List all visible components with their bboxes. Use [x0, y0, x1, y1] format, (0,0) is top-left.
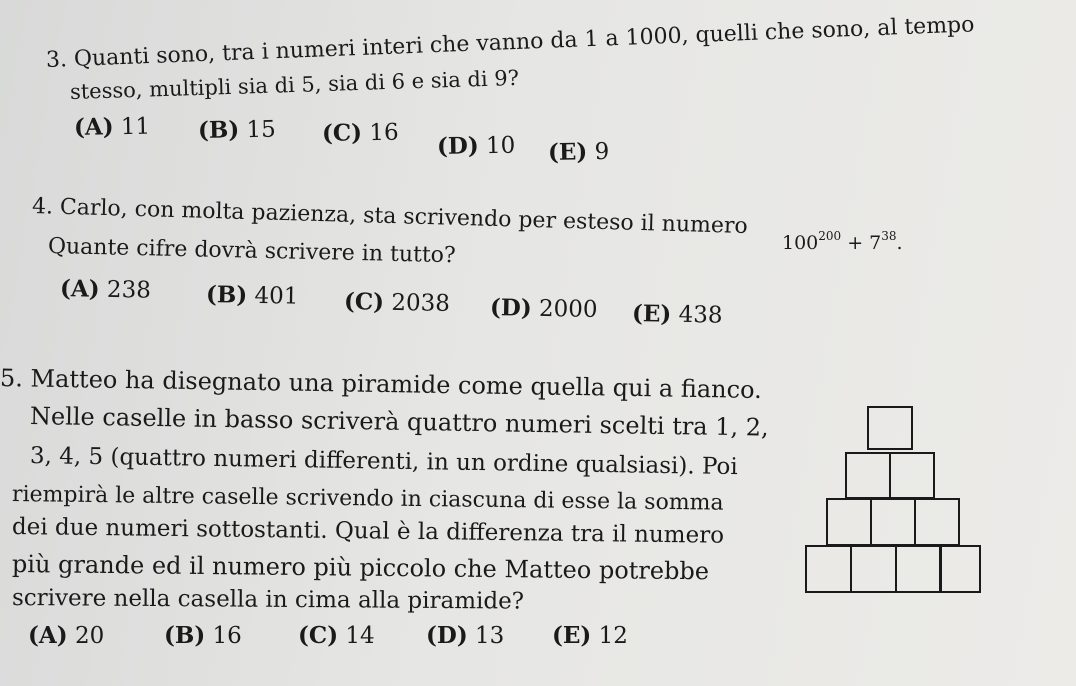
q5-option-c-label: (C)	[298, 622, 339, 649]
q5-line-7: scrivere nella casella in cima alla piramide?	[11, 585, 525, 615]
q5-option-b	[164, 624, 242, 648]
q3-line-2: stesso, multipli sia di 5, sia di 6 e sia di 9?	[69, 65, 520, 104]
q5-option-d-value: 13	[475, 623, 505, 649]
q4-expr-base: 100	[782, 232, 819, 254]
q5-option-c-value: 14	[345, 623, 375, 649]
q3-option-a-label: (A)	[73, 113, 114, 141]
pyramid-cell-bottom-1	[805, 545, 852, 593]
q5-option-d	[426, 624, 504, 648]
q4-expr-exp2: 38	[881, 229, 897, 243]
q4-option-b-label: (B)	[205, 281, 248, 309]
q5-option-e-label: (E)	[552, 622, 592, 649]
q5-line-5: dei due numeri sottostanti. Qual è la differenza tra il numero	[11, 514, 725, 549]
q5-line-1: 5. Matteo ha disegnato una piramide come quella qui a fianco.	[0, 364, 762, 404]
pyramid-cell-bottom-2	[850, 545, 897, 593]
q5-option-a-label: (A)	[28, 622, 68, 649]
q4-option-d-value: 2000	[538, 295, 598, 323]
q4-expr-end: .	[896, 232, 903, 254]
pyramid-cell-r3-2	[870, 498, 916, 546]
pyramid-cell-r3-3	[914, 498, 960, 546]
q4-option-a	[60, 277, 151, 303]
q3-option-e-label: (E)	[547, 138, 588, 166]
q5-line-4: riempirà le altre caselle scrivendo in ciascuna di esse la somma	[11, 482, 724, 516]
q3-option-d-label: (D)	[436, 132, 479, 160]
q3-option-e	[548, 140, 610, 165]
pyramid-cell-r3-1	[826, 498, 872, 546]
q3-option-c-label: (C)	[321, 119, 363, 147]
q3-option-b-label: (B)	[197, 116, 240, 144]
pyramid-cell-bottom-4	[939, 545, 981, 593]
q4-expr-plus: + 7	[841, 232, 882, 254]
q4-option-d-label: (D)	[489, 294, 532, 322]
q4-option-c-label: (C)	[343, 288, 385, 316]
q5-option-b-label: (B)	[164, 622, 206, 649]
q3-option-d-value: 10	[485, 132, 516, 160]
q4-line-2: Quante cifre dovrà scrivere in tutto?	[47, 234, 457, 269]
pyramid-cell-bottom-3	[895, 545, 942, 593]
q3-option-a-value: 11	[120, 113, 151, 141]
q4-option-a-label: (A)	[59, 275, 100, 303]
q5-option-e-value: 12	[598, 623, 628, 649]
q3-option-e-value: 9	[594, 138, 610, 166]
q3-line-1: 3. Quanti sono, tra i numeri interi che vanno da 1 a 1000, quelli che sono, al tempo	[45, 12, 975, 73]
pyramid-cell-top	[867, 406, 913, 450]
q4-line-1: 4. Carlo, con molta pazienza, sta scrivendo per esteso il numero	[31, 194, 749, 239]
q5-option-a	[28, 624, 104, 648]
q4-option-d	[490, 296, 598, 322]
q5-option-c	[298, 624, 375, 648]
q3-option-c-value: 16	[369, 119, 399, 147]
q4-option-c	[344, 290, 450, 316]
pyramid-cell-r2-2	[889, 452, 935, 499]
q4-option-e-value: 438	[678, 301, 723, 329]
q5-line-6: più grande ed il numero più piccolo che Matteo potrebbe	[11, 550, 710, 586]
q5-line-2: Nelle caselle in basso scriverà quattro numeri scelti tra 1, 2,	[29, 402, 769, 442]
q4-option-e-label: (E)	[631, 300, 672, 328]
pyramid-cell-r2-1	[845, 452, 891, 499]
q4-expr-exp1: 200	[818, 229, 842, 243]
q3-option-b	[198, 118, 276, 143]
q5-option-d-label: (D)	[426, 622, 468, 649]
q5-option-b-value: 16	[212, 623, 242, 649]
q4-option-b-value: 401	[254, 282, 299, 310]
q3-option-d	[437, 134, 516, 159]
q3-option-c	[322, 121, 399, 146]
q4-option-b	[206, 283, 299, 309]
q5-line-3: 3, 4, 5 (quattro numeri differenti, in un ordine qualsiasi). Poi	[29, 443, 738, 481]
q4-option-e	[632, 302, 723, 328]
q4-option-c-value: 2038	[391, 289, 451, 317]
q3-option-a	[74, 115, 151, 140]
q5-option-a-value: 20	[74, 623, 105, 649]
q4-expression	[782, 230, 903, 253]
q3-option-b-value: 15	[246, 116, 277, 144]
q4-option-a-value: 238	[106, 276, 152, 304]
q5-option-e	[552, 624, 628, 648]
